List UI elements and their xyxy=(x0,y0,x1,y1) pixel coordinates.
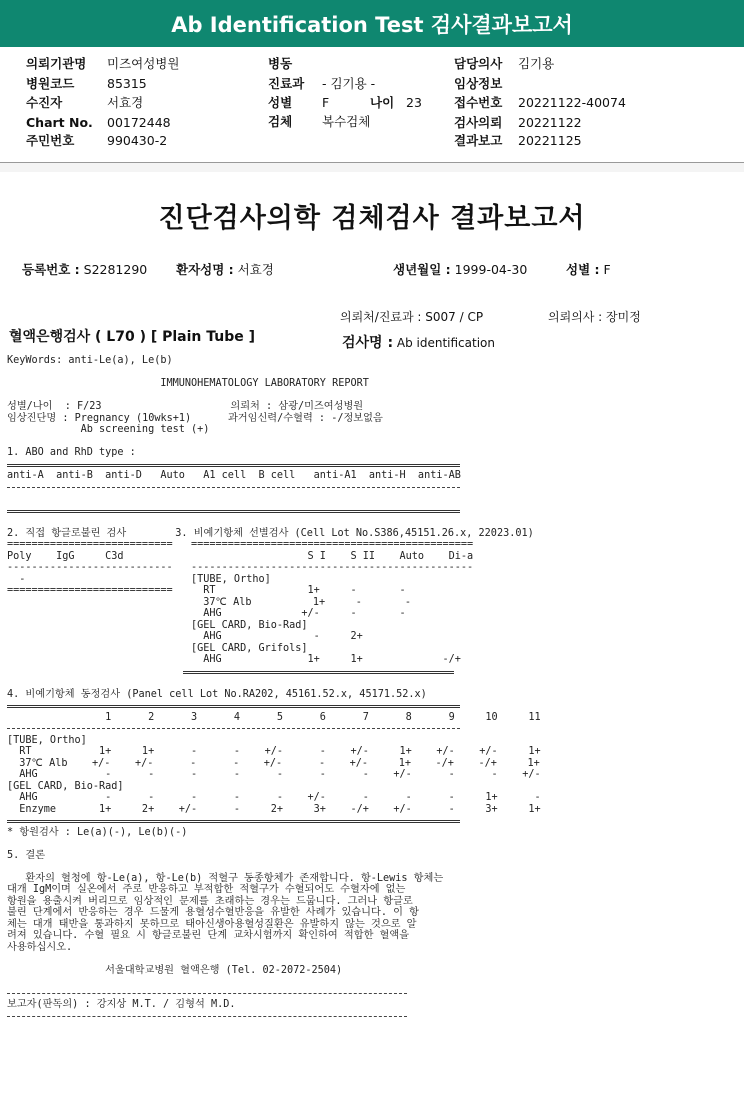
report-body-line: 사용하십시오. xyxy=(7,941,73,953)
report-body-line: =========================== ============================================== xyxy=(7,539,474,550)
double-rule xyxy=(183,671,453,674)
double-rule xyxy=(7,464,460,467)
header-label-resident-no: 주민번호 xyxy=(26,133,75,148)
report-body-line: 불린 단계에서 반응하는 경우 드물게 용혈성수혈반응을 유발한 사례가 있습니다. 이 항 xyxy=(7,907,419,918)
header-value-request-date: 20221122 xyxy=(518,115,582,130)
report-body-line: 대개 IgM이며 실온에서 주로 반응하고 부적합한 적혈구가 수혈되어도 수혈자에 없는 xyxy=(7,884,406,895)
header-value-accession-no: 20221122-40074 xyxy=(518,95,626,110)
report-body-line: AHG - 2+ xyxy=(7,631,363,642)
report-body-line: KeyWords: anti-Le(a), Le(b) xyxy=(7,355,173,366)
report-body-line: AHG - - - - - - - +/- - - +/- xyxy=(7,769,541,780)
header-label-report-date: 결과보고 xyxy=(454,133,503,148)
birth-date-field xyxy=(393,260,527,278)
patient-name-field xyxy=(176,260,274,278)
test-name-value: Ab identification xyxy=(396,336,495,350)
test-name-label: 검사명 : xyxy=(342,335,394,351)
report-body-line: AHG - - - - - +/- - - - 1+ - xyxy=(7,792,541,803)
report-body-line: 37℃ Alb +/- +/- - - +/- - +/- 1+ -/+ -/+ 1+ xyxy=(7,757,540,769)
registration-label: 등록번호 : xyxy=(22,262,80,277)
header-label-specimen: 검체 xyxy=(268,114,293,129)
test-name-field xyxy=(342,332,495,352)
report-body-line: RT 1+ 1+ - - +/- - +/- 1+ +/- +/- 1+ xyxy=(7,746,541,757)
report-body-line: 성별/나이 : F/23 의뢰처 : 삼광/미즈여성병원 xyxy=(7,401,364,412)
report-body-line: * 항원검사 : Le(a)(-), Le(b)(-) xyxy=(7,826,188,838)
header-label-age: 나이 xyxy=(370,95,395,110)
header-label-doctor: 담당의사 xyxy=(454,56,503,71)
requester-department: 의뢰처/진료과 : S007 / CP xyxy=(340,310,484,324)
report-body-line: Enzyme 1+ 2+ +/- - 2+ 3+ -/+ +/- - 3+ 1+ xyxy=(7,803,541,815)
report-body-line: 보고자(판독의) : 강지상 M.T. / 김형석 M.D. xyxy=(7,999,236,1010)
sex-value: F xyxy=(603,262,611,277)
report-body-line: --------------------------- ---------------------------------------------- xyxy=(7,562,474,573)
sex-label: 성별 : xyxy=(566,262,600,277)
registration-field xyxy=(22,260,147,278)
sex-field xyxy=(566,260,611,278)
header-value-age: 23 xyxy=(406,95,422,110)
header-info-panel xyxy=(0,47,744,162)
header-label-request-date: 검사의뢰 xyxy=(454,115,503,130)
header-label-accession-no: 접수번호 xyxy=(454,95,503,110)
header-value-specimen: 복수검체 xyxy=(322,114,371,129)
report-body-line: Poly IgG C3d S I S II Auto Di-a xyxy=(7,550,474,562)
dashed-rule xyxy=(7,993,407,994)
birth-date-value: 1999-04-30 xyxy=(454,262,528,277)
report-title: 진단검사의학 검체검사 결과보고서 xyxy=(158,203,586,234)
report-body-line: [GEL CARD, Bio-Rad] xyxy=(7,780,124,792)
report-body-line: 1 2 3 4 5 6 7 8 9 10 11 xyxy=(7,711,541,723)
header-value-doctor: 김기용 xyxy=(518,56,555,71)
report-body-line: 항원을 용출시켜 버리므로 임상적인 문제를 초래하는 경우는 드뭅니다. 그러나 항글로 xyxy=(7,895,413,907)
report-body-line: 2. 직접 항글로불린 검사 3. 비예기항체 선별검사 (Cell Lot No.S386,45151.26.x, 22023.01) xyxy=(7,527,534,539)
report-body-line: [GEL CARD, Bio-Rad] xyxy=(7,619,308,631)
header-label-chart-no: Chart No. xyxy=(26,115,93,130)
report-body-line: 려져 있습니다. 수혈 필요 시 항글로불린 단계 교차시험까지 확인하여 적합한 혈액을 xyxy=(7,930,410,941)
report-body-line: Ab screening test (+) xyxy=(7,424,210,435)
report-body-line: [GEL CARD, Grifols] xyxy=(7,642,308,654)
header-value-resident-no: 990430-2 xyxy=(107,133,168,148)
double-rule xyxy=(7,510,460,513)
report-banner-title: Ab Identification Test 검사결과보고서 xyxy=(0,0,744,47)
report-body-line: [TUBE, Ortho] xyxy=(7,734,87,746)
header-value-hospital-code: 85315 xyxy=(107,76,147,91)
blood-bank-test-heading: 혈액은행검사 ( L70 ) [ Plain Tube ] xyxy=(9,329,256,345)
report-body-line: 임상진단명 : Pregnancy (10wks+1) 과거임신력/수혈력 : -/정보없음 xyxy=(7,412,383,424)
report-body-line: 37℃ Alb 1+ - - xyxy=(7,596,411,608)
header-label-ward: 병동 xyxy=(268,56,293,71)
registration-value: S2281290 xyxy=(83,262,148,277)
report-body-line: 체는 대개 태반을 통과하지 못하므로 태아신생아용혈성질환은 유발하지 않는 것으로 알 xyxy=(7,918,417,930)
report-body-line: 환자의 혈청에 항-Le(a), 항-Le(b) 적혈구 동종항체가 존재합니다. 항-Lewis 항체는 xyxy=(7,872,444,884)
header-label-patient: 수진자 xyxy=(26,95,63,110)
patient-name-label: 환자성명 : xyxy=(176,262,234,277)
report-body-line: - [TUBE, Ortho] xyxy=(7,573,271,585)
header-value-sex: F xyxy=(322,95,330,110)
header-label-clinical-info: 임상정보 xyxy=(454,76,503,91)
double-rule xyxy=(7,820,460,823)
header-value-chart-no: 00172448 xyxy=(107,115,171,130)
birth-date-label: 생년월일 : xyxy=(393,262,451,277)
dashed-rule xyxy=(7,728,460,729)
report-body-line: 서울대학교병원 혈액은행 (Tel. 02-2072-2504) xyxy=(7,964,343,976)
header-value-requesting-institution: 미즈여성병원 xyxy=(107,56,180,71)
report-body-line: 5. 결론 xyxy=(7,849,46,861)
requesting-doctor: 의뢰의사 : 장미정 xyxy=(548,310,641,324)
report-body-line: anti-A anti-B anti-D Auto A1 cell B cell anti-A1 anti-H anti-AB xyxy=(7,470,461,481)
header-value-patient: 서효경 xyxy=(107,95,144,110)
dashed-rule xyxy=(7,487,460,488)
header-label-sex: 성별 xyxy=(268,95,293,110)
double-rule xyxy=(7,705,460,708)
header-value-department: - 김기용 - xyxy=(322,76,376,91)
report-body-line: AHG +/- - - xyxy=(7,608,406,619)
report-body-line: 1. ABO and RhD type : xyxy=(7,447,136,458)
dashed-rule xyxy=(7,1016,407,1017)
header-label-hospital-code: 병원코드 xyxy=(26,76,75,91)
header-value-report-date: 20221125 xyxy=(518,133,582,148)
report-body-line: =========================== RT 1+ - - xyxy=(7,585,406,596)
header-label-requesting-institution: 의뢰기관명 xyxy=(26,56,87,71)
report-body-line: IMMUNOHEMATOLOGY LABORATORY REPORT xyxy=(7,378,369,389)
patient-name-value: 서효경 xyxy=(237,262,274,277)
header-label-department: 진료과 xyxy=(268,76,305,91)
report-body-line: 4. 비예기항체 동정검사 (Panel cell Lot No.RA202, 45161.52.x, 45171.52.x) xyxy=(7,688,427,700)
report-body-line: AHG 1+ 1+ -/+ xyxy=(7,654,461,665)
